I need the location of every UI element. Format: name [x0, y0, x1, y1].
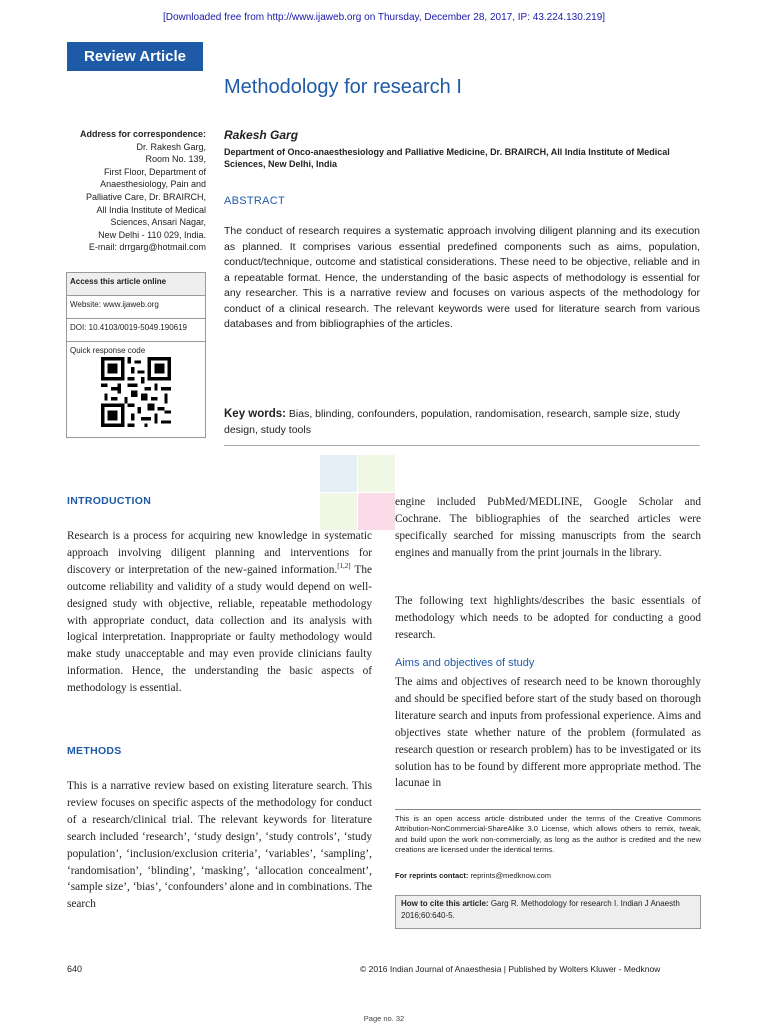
methods-heading: METHODS [67, 745, 122, 757]
copyright-line: © 2016 Indian Journal of Anaesthesia | Published by Wolters Kluwer - Medknow [360, 964, 661, 974]
reprints-email[interactable]: reprints@medknow.com [470, 871, 551, 880]
correspondence-line: Anaesthesiology, Pain and [100, 179, 206, 190]
correspondence-line: Sciences, Ansari Nagar, [110, 217, 206, 228]
journal-watermark-icon [320, 455, 395, 530]
abstract-heading: ABSTRACT [224, 195, 286, 207]
license-note: This is an open access article distributed under the terms of the Creative Commons Attribution-NonCommercial-ShareAlike 3.0 License, which allows others to remix, tweak, and build upon the work non-commercially, as long as the author is credited and the new creations are licensed under the identical terms. [395, 814, 701, 854]
keywords-label: Key words: [224, 408, 286, 420]
correspondence-line: Dr. Rakesh Garg, [136, 141, 206, 152]
divider [224, 445, 700, 446]
qr-code-icon[interactable] [101, 357, 171, 427]
qr-label: Quick response code [70, 346, 146, 355]
reprints-contact [395, 871, 551, 880]
doi-link[interactable]: DOI: 10.4103/0019-5049.190619 [67, 319, 205, 342]
aims-heading: Aims and objectives of study [395, 657, 535, 669]
keywords [224, 407, 700, 438]
how-to-cite-box [395, 895, 701, 929]
correspondence-line: Palliative Care, Dr. BRAIRCH, [85, 191, 206, 202]
access-box-header: Access this article online [67, 273, 205, 296]
correspondence-label: Address for correspondence: [79, 129, 206, 139]
correspondence-line: All India Institute of Medical [96, 204, 206, 215]
correspondence-line: Room No. 139, [145, 154, 206, 165]
footnote-divider [395, 809, 701, 810]
article-title: Methodology for research I [224, 76, 462, 98]
introduction-text-part: The outcome reliability and validity of a study would depend on well-designed study with objective, reliable, repeatable methodology with appropriate conduct, data collection and its analysis with logical interpretation. Inappropriate or faulty methodology would make study unacceptable and may even provide clinicians faulty information. Hence, the understanding the basic aspects of methodology is essential. [67, 563, 372, 695]
methods-text: This is a narrative review based on existing literature search. This review focuses on specific aspects of the methodology for conduct of a research/clinical trial. The relevant keywords for literature search included ‘research’, ‘study design’, ‘study controls’, ‘study population’, ‘inclusion/exclusion criteria’, ‘variables’, ‘sampling’, ‘randomisation’, ‘blinding’, ‘masking’, ‘allocation concealment’, ‘sample size’, ‘bias’, ‘confounders’ alone and in combinations. The search [67, 780, 372, 911]
access-article-box [66, 272, 206, 438]
correspondence-email[interactable]: E-mail: drrgarg@hotmail.com [88, 242, 206, 253]
citation-reference[interactable]: [1,2] [337, 562, 351, 571]
article-type-badge: Review Article [67, 42, 203, 71]
correspondence-line: First Floor, Department of [103, 166, 206, 177]
aims-text: The aims and objectives of research need to be known thoroughly and should be specified before start of the study based on thorough literature search and inputs from professional experience. Aims and objectives state whether nature of the problem (formulated as research question or research problem) has to be investigated or its solution has to be found by different more appropriate method. The lacunae in [395, 676, 701, 790]
page-no-label: Page no. 32 [363, 1014, 405, 1023]
website-link[interactable]: Website: www.ijaweb.org [67, 296, 205, 319]
correspondence-line: New Delhi - 110 029, India. [98, 229, 206, 240]
reprints-label: For reprints contact: [395, 871, 469, 880]
correspondence-address [40, 128, 206, 254]
abstract-text: The conduct of research requires a systematic approach involving diligent planning and its execution as planned. It comprises various essential predefined components such as aims, population, conduct/technique, outcome and statistical considerations. These need to be objective, reliable and in a repeatable format. Hence, the understanding of the basic aspects of methodology is essential for any researcher. This is a narrative review and focuses on various aspects of the methodology for conduct of a clinical research. The relevant keywords were used for literature search from various databases and from bibliographies of the articles. [224, 225, 700, 330]
cite-text: Garg R. Methodology for research I. Indian J Anaesth 2016;60:640-5. [401, 899, 680, 920]
page-number: 640 [67, 964, 83, 974]
introduction-heading: INTRODUCTION [67, 495, 152, 507]
introduction-text [67, 528, 372, 697]
author-affiliation: Department of Onco-anaesthesiology and Palliative Medicine, Dr. BRAIRCH, All India Institute of Medical Sciences, New Delhi, India [224, 147, 670, 169]
cite-label: How to cite this article: [401, 899, 489, 908]
col2-paragraph: The following text highlights/describes the basic essentials of methodology which needs to be adopted for conducting a good research. [395, 595, 701, 641]
col2-paragraph: engine included PubMed/MEDLINE, Google Scholar and Cochrane. The bibliographies of the searched articles were specifically searched for missing manuscripts from the search engines and manually from the print journals in the library. [395, 496, 701, 559]
keywords-text: Bias, blinding, confounders, population, randomisation, research, sample size, study design, study tools [224, 408, 680, 436]
download-note: [Downloaded free from http://www.ijaweb.org on Thursday, December 28, 2017, IP: 43.224.130.219] [162, 12, 606, 23]
introduction-text-part: Research is a process for acquiring new knowledge in systematic approach involving diligent planning and interventions for discovery or interpretation of the new-gained information. [67, 530, 372, 576]
author-name: Rakesh Garg [224, 128, 299, 142]
